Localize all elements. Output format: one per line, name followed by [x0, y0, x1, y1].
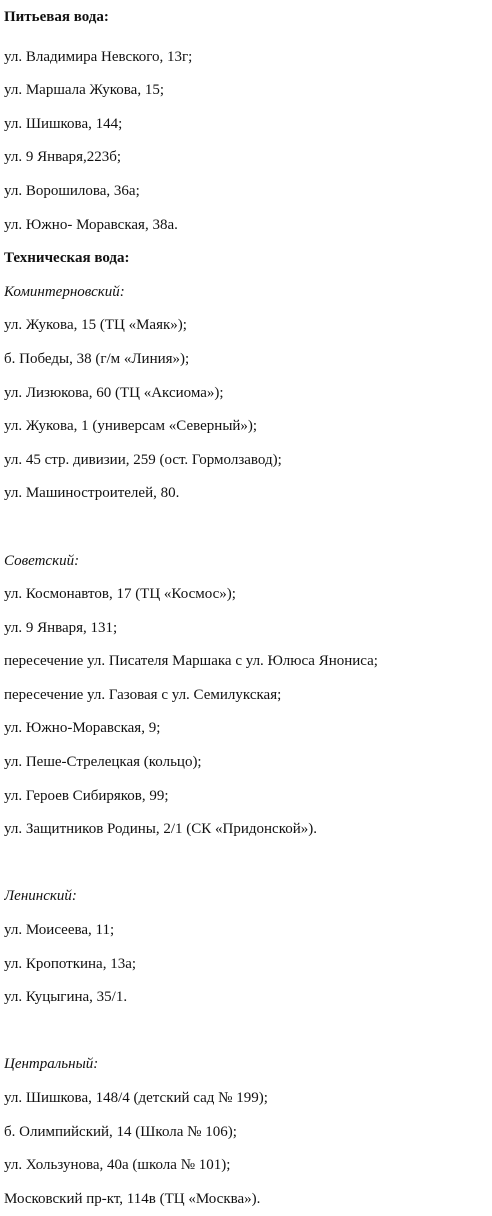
drinking-water-heading: Питьевая вода: — [4, 9, 109, 25]
drinking-address-item: ул. Шишкова, 144; — [4, 115, 123, 132]
technical-address-item: Московский пр-кт, 114в (ТЦ «Москва»). — [4, 1190, 261, 1207]
technical-address-item: ул. Героев Сибиряков, 99; — [4, 787, 169, 804]
technical-address-item: ул. Пеше-Стрелецкая (кольцо); — [4, 754, 202, 771]
technical-address-item: ул. Космонавтов, 17 (ТЦ «Космос»); — [4, 586, 236, 603]
district-name-tsentralny: Центральный: — [4, 1056, 99, 1073]
technical-address-item: ул. Моисеева, 11; — [4, 922, 115, 939]
blank-line — [4, 1015, 488, 1049]
drinking-address-item: ул. Владимира Невского, 13г; — [4, 48, 193, 65]
technical-address-item: ул. Машиностроителей, 80. — [4, 485, 180, 502]
district-name-leninsky: Ленинский: — [4, 888, 77, 905]
drinking-address-item: ул. Маршала Жукова, 15; — [4, 82, 164, 99]
technical-address-item: б. Олимпийский, 14 (Школа № 106); — [4, 1123, 237, 1140]
technical-address-item: б. Победы, 38 (г/м «Линия»); — [4, 350, 190, 367]
drinking-address-item: ул. 9 Января,223б; — [4, 149, 122, 166]
technical-address-item: ул. Кропоткина, 13а; — [4, 955, 137, 972]
blank-line — [4, 847, 488, 881]
drinking-address-item: ул. Ворошилова, 36а; — [4, 182, 140, 199]
document-body — [4, 7, 488, 1216]
technical-address-item: ул. Южно-Моравская, 9; — [4, 720, 161, 737]
technical-water-heading: Техническая вода: — [4, 250, 130, 267]
technical-address-item: ул. Защитников Родины, 2/1 (СК «Придонской»). — [4, 821, 317, 838]
technical-address-item: ул. Хользунова, 40а (школа № 101); — [4, 1157, 231, 1174]
technical-address-item: пересечение ул. Газовая с ул. Семилукская; — [4, 686, 282, 703]
technical-address-item: ул. Куцыгина, 35/1. — [4, 989, 128, 1006]
district-name-sovetsky: Советский: — [4, 552, 80, 569]
technical-address-item: ул. Жукова, 15 (ТЦ «Маяк»); — [4, 317, 187, 334]
technical-address-item: ул. 45 стр. дивизии, 259 (ост. Гормолзавод); — [4, 451, 282, 468]
technical-address-item: пересечение ул. Писателя Маршака с ул. Юлюса Янониса; — [4, 653, 378, 670]
drinking-address-item: ул. Южно- Моравская, 38а. — [4, 216, 178, 233]
district-name-kominternovsky: Коминтерновский: — [4, 283, 125, 300]
technical-address-item: ул. Лизюкова, 60 (ТЦ «Аксиома»); — [4, 384, 224, 401]
technical-address-item: ул. 9 Января, 131; — [4, 619, 118, 636]
technical-address-item: ул. Шишкова, 148/4 (детский сад № 199); — [4, 1090, 268, 1106]
blank-line — [4, 511, 488, 545]
technical-address-item: ул. Жукова, 1 (универсам «Северный»); — [4, 418, 258, 435]
